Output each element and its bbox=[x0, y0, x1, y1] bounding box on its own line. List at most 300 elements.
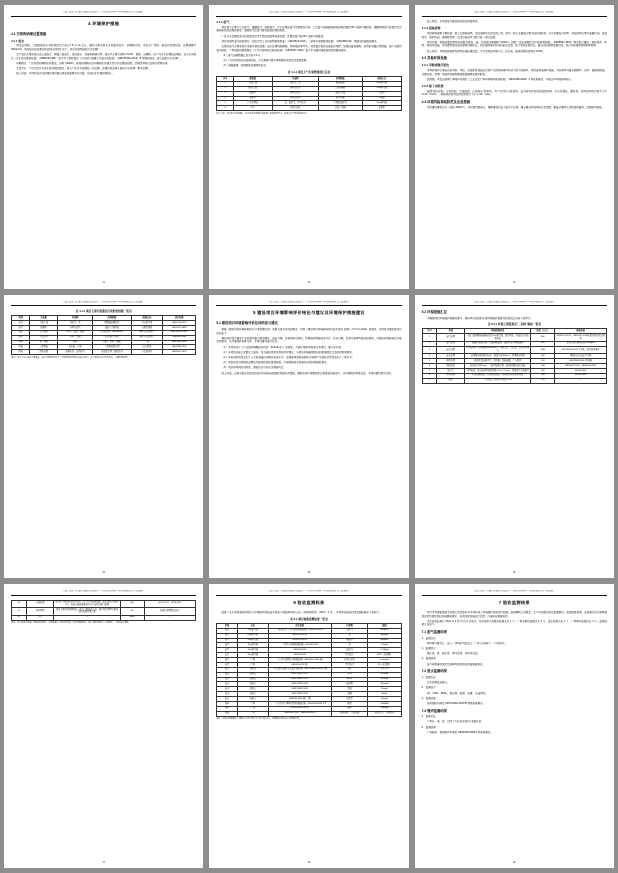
cell: 350mg/L bbox=[368, 677, 401, 682]
cell: 废气 bbox=[217, 643, 237, 648]
list-text: pH、COD、BOD₅、悬浮物、氨氮、总磷、石油类等。 bbox=[426, 691, 488, 695]
cell: 废气治理 bbox=[437, 334, 465, 342]
body-paragraph: 本项目噪声主要来自各类泵、风机、压缩机等设备运行时产生的机械噪声和空气动力性噪声。项目选用低噪声设备，对高噪声设备采取隔声、消声、减振等措施，合理布局，利用厂房隔声和距离衰减等措施降低噪声影响。 bbox=[421, 68, 607, 76]
running-header: 宜都兴发化工有限公司搬迁升级改造（一次性补充材料）环境影响报告书（报批稿） bbox=[11, 301, 196, 307]
cell: 2 bbox=[217, 86, 234, 91]
cell: 在线监测 bbox=[26, 600, 54, 608]
cell: 危废暂存间200m²、一般固废暂存间，防渗防雨防流失设施 bbox=[465, 364, 531, 369]
document-page-3 bbox=[415, 5, 614, 289]
cell: 氨氮 bbox=[331, 687, 368, 692]
table-row bbox=[217, 711, 401, 716]
cell: 初期雨水收集池500m³、事故水池1000m³、清净雨水管网 bbox=[465, 354, 531, 359]
cell: 总排口 bbox=[237, 692, 268, 697]
body-paragraph: 综上所述，本项目废水经处理后满足相应排放标准要求后外排，对周边水环境影响较小。 bbox=[16, 72, 115, 76]
cell: GB16297-1996 bbox=[163, 325, 196, 330]
list-label: 1、监测点位 bbox=[421, 675, 436, 679]
table-caption: 表 4.1-1 项目大气污染物排放汇总表 bbox=[287, 70, 331, 74]
running-header: 宜都兴发化工有限公司搬迁升级改造（一次性补充材料）环境影响报告书（报批稿） bbox=[422, 11, 607, 17]
table-row bbox=[12, 350, 196, 355]
cell: 4 bbox=[422, 354, 437, 359]
page-number: 22 bbox=[307, 282, 311, 285]
col-header: 执行标准 bbox=[163, 316, 196, 321]
body-paragraph: 综上所述，本项目废气排放满足相应标准要求。 bbox=[426, 20, 480, 24]
cell: 有资质单位 bbox=[131, 350, 162, 355]
cell: GB12348-2008 3类标准 bbox=[555, 359, 607, 364]
cell: 150 bbox=[531, 359, 555, 364]
cell: 非甲烷总烃 bbox=[272, 96, 318, 101]
environmental-investment-table bbox=[422, 328, 607, 383]
col-header: 类别 bbox=[12, 316, 30, 321]
cell: 悬浮物 bbox=[331, 682, 368, 687]
cell: 污水处理站 bbox=[233, 101, 272, 106]
cell: 4.0mg/m³ bbox=[368, 658, 401, 663]
section-title: 5.2 环保措施汇总 bbox=[421, 309, 447, 314]
cell: 固废 bbox=[12, 350, 30, 355]
cell: 氯化氢、氨 bbox=[58, 321, 93, 326]
environmental-investment-table-continued bbox=[11, 600, 196, 621]
cell: 25m排气筒 bbox=[362, 81, 401, 86]
cell: 4 bbox=[217, 96, 234, 101]
cell: 园区污水处理厂 bbox=[131, 335, 162, 340]
cell: 固废处置 bbox=[437, 364, 465, 369]
cell: 隔声、消声、减振 bbox=[93, 340, 132, 345]
cell: 废气治理 bbox=[437, 341, 465, 346]
table-caption: 表 6-1 项目验收监测标准一览表 bbox=[290, 617, 328, 621]
cell: 废水治理 bbox=[437, 346, 465, 354]
cell: 总排口 bbox=[237, 682, 268, 687]
cell: 55dB(A) bbox=[368, 706, 401, 711]
cell: HJ610-2016 bbox=[555, 368, 607, 373]
subsection-title: 4.1.3 固体废物 bbox=[421, 26, 441, 31]
subsection-title: 4.1.2 废气 bbox=[216, 20, 230, 25]
cell: 20（无量纲） bbox=[368, 662, 401, 667]
body-paragraph: 项目设置一般固废暂存间和危废暂存间各一座，危废暂存间面积为200m²，按照《危险废物贮存污染控制标准》（GB18597-2023）要求进行建设，做好防渗、防雨、防流失措施，并设置明显的危险废物识别标志。危险废物委托有资质单位处置，签订委托处置协议，建立危险废物管理台账，执行危险废物转移联单制度。 bbox=[421, 40, 607, 48]
list-item: （2）厂区内设置在线监测系统，对主要排气筒污染物排放浓度进行连续监测。 bbox=[221, 58, 309, 62]
table-row bbox=[217, 106, 401, 111]
cell: 废气 bbox=[217, 633, 237, 638]
document-page-6 bbox=[415, 295, 614, 579]
document-page-5 bbox=[209, 295, 408, 579]
cell: 高噪声设备隔声罩、消声器、基础减振、厂房隔声 bbox=[465, 359, 531, 364]
cell: GB31573-2015 bbox=[163, 321, 196, 326]
body-paragraph: （3）项目采用的清洁生产工艺和装备达到国内先进水平，资源能源消耗指标和污染物产生指标达到清洁生产二级水平。 bbox=[221, 356, 355, 359]
cell: 废水 bbox=[217, 682, 237, 687]
cell: 废气 bbox=[217, 653, 237, 658]
cell: 有组织排放 bbox=[131, 325, 162, 330]
body-paragraph: 综上所述，项目固体废物均得到妥善处理处置，不会对周边环境产生二次污染，固体废物处置率达 100%。 bbox=[426, 49, 546, 53]
document-page-2 bbox=[209, 5, 408, 289]
cell: COD bbox=[331, 672, 368, 677]
cell: 生物滤池除臭 bbox=[318, 101, 362, 106]
cell: 环境风险 bbox=[437, 373, 465, 378]
cell: 8mg/L bbox=[368, 692, 401, 697]
cell: 氨 bbox=[331, 643, 368, 648]
cell: 厂界 bbox=[237, 658, 268, 663]
cell: 9 bbox=[422, 378, 437, 383]
cell: 废气 bbox=[12, 325, 30, 330]
body-paragraph: 武汉市华测检测技术有限公司受委托对本项目竣工环境保护验收进行监测，监测期间工况稳定，生产负荷满足验收监测要求。监测结果表明，各监测点位污染物排放浓度均满足相应标准限值要求，各项环保设施运行正常，污染防治措施有效。 bbox=[421, 610, 607, 618]
col-header: 处理措施 bbox=[318, 77, 362, 82]
cell: 废气 bbox=[217, 628, 237, 633]
cell: COD、氨氮 bbox=[58, 335, 93, 340]
cell: 生产废水 bbox=[30, 330, 58, 335]
cell: 夜间 bbox=[331, 706, 368, 711]
cell: 碱液吸收 bbox=[318, 81, 362, 86]
cell: 废气排气筒安装非甲烷总烃、氨等在线监测设施，废水总排口安装COD、氨氮在线监测设施并与生态环境部门联网 bbox=[55, 601, 119, 606]
cell: 10 bbox=[12, 600, 27, 608]
cell: 320 bbox=[531, 368, 555, 373]
cell: 废水 bbox=[217, 667, 237, 672]
cell: GB12348-2008 3类 bbox=[268, 706, 331, 711]
cell: 规范贮存、合规处置 bbox=[368, 711, 401, 716]
cell: 420 bbox=[531, 341, 555, 346]
cell: 80 bbox=[120, 608, 144, 616]
list-text: 各污染物排放浓度及速率均满足相应标准限值要求。 bbox=[426, 662, 485, 666]
running-header: 宜都兴发化工有限公司搬迁升级改造（一次性补充材料）环境影响报告书（报批稿） bbox=[11, 11, 196, 17]
section-title: 7.3 噪声监测结果 bbox=[421, 708, 447, 713]
cell: 非甲烷总烃排放浓度≤80mg/m³ bbox=[555, 341, 607, 346]
list-label: 2、监测结果 bbox=[421, 725, 436, 729]
cell: 危险废物 bbox=[30, 350, 58, 355]
cell: 废水 bbox=[217, 672, 237, 677]
table-caption: 表 4.1-1 项目主要污染源及污染防治措施一览表 bbox=[75, 309, 132, 313]
cell: 2 bbox=[422, 341, 437, 346]
cell: 360 bbox=[531, 354, 555, 359]
cell: GB/T31962-2015 bbox=[268, 692, 331, 697]
body-paragraph: （4）项目各类污染物经治理后均能满足相应排放标准，污染物排放总量满足总量控制指标要求。 bbox=[221, 361, 330, 365]
col-header: 污染物 bbox=[58, 316, 93, 321]
section-title: 5.1 建设项目环境影响评价总体结论与建议 bbox=[216, 321, 278, 326]
cell: 7 bbox=[422, 368, 437, 373]
running-header: 宜都兴发化工有限公司搬迁升级改造（一次性补充材料）环境影响报告书（报批稿） bbox=[422, 301, 607, 307]
cell: 3 bbox=[422, 346, 437, 354]
cell: 11 bbox=[12, 608, 27, 616]
cell: 分区防渗，重点防渗区渗透系数≤1×10⁻¹⁰cm/s，设置地下水监测井 bbox=[466, 369, 529, 372]
cell: 废水 bbox=[217, 697, 237, 702]
cell: 《无机化学工业污染物排放标准》GB31573-2015 bbox=[268, 628, 331, 633]
cell: 非甲烷总烃 bbox=[272, 106, 318, 111]
cell: 0.33kg/h bbox=[368, 648, 401, 653]
cell: 8 bbox=[422, 373, 437, 378]
body-paragraph: 依据《关于印发建设项目竣工环境保护验收技术指南 污染影响类的公告》（国环规环评〔2017〕4 号），本项目验收执行的监测标准如下表所示。 bbox=[221, 610, 382, 614]
cell: 废气 bbox=[217, 662, 237, 667]
cell: 25m排气筒 bbox=[131, 321, 162, 326]
cell: 一般固废暂存间 bbox=[93, 345, 132, 350]
cell: 废水 bbox=[217, 677, 237, 682]
cell: 400mg/L bbox=[368, 682, 401, 687]
cell: 废催化剂、废活性炭 bbox=[58, 350, 93, 355]
cell: 6 bbox=[217, 106, 234, 111]
section-title: 4.2 其他环保设施 bbox=[421, 56, 447, 61]
cell: 180 bbox=[531, 373, 555, 378]
col-header: 污染物 bbox=[331, 623, 368, 628]
page-number: 21 bbox=[102, 282, 105, 285]
table-note: 备注：表中 COD 指化学需氧量；GB 为国家标准代号；危废暂存间容积按 6000t 设计，并与有资质单位签订协议，定期转移处置。 bbox=[11, 356, 130, 359]
cell: 危废暂存间，委托处置 bbox=[93, 350, 132, 355]
subsection-title: 4.1.1 废水 bbox=[11, 38, 25, 43]
cell: 绿化 bbox=[437, 378, 465, 383]
table-row bbox=[422, 378, 606, 383]
cell: 120 bbox=[531, 378, 555, 383]
cell: 地下水 bbox=[437, 368, 465, 373]
cell: 总排口 bbox=[237, 667, 268, 672]
cell: 总排口 bbox=[237, 687, 268, 692]
body-paragraph: 按照"源头控制、分区防控、污染监控、应急响应"的原则，对厂区进行分区防渗。重点防渗区包括危废暂存间、污水处理站、罐区等，防渗层渗透系数不大于 1×10⁻¹⁰cm/s；一般防渗区防渗层渗透系数不大于 1×10⁻⁷cm/s。 bbox=[421, 89, 607, 97]
body-paragraph: 生产废水主要包括合成工段废水、精馏工段废水、洗涤废水、设备检修排水等，废水中主要污染物为COD、氨氮、总磷等。经厂内污水处理站处理后，出水水质执行《污水综合排放标准》（GB8978-1996）表 4 中三级标准及《污水排入城镇下水道水质标准》（GB/T31962-2015）B 等级标准后，排入园区污水处理厂。 bbox=[11, 53, 197, 60]
cell: 一般固废 bbox=[30, 345, 58, 350]
list-label: 3、监测结果 bbox=[421, 696, 436, 700]
col-header: 点位 bbox=[237, 623, 268, 628]
body-paragraph: 厂区污水处理站废气经收集后送至生物滤池除臭装置处理，处理后废气经15m 高排气筒排放。 bbox=[221, 34, 326, 38]
cell: GB31573-2015 bbox=[268, 633, 331, 638]
cell: 废水 bbox=[12, 335, 30, 340]
cell: GB18597-2023、GB18599-2020 bbox=[268, 711, 331, 716]
cell: GB12348-2008 bbox=[163, 340, 196, 345]
col-header: 类别 bbox=[217, 623, 237, 628]
cell: 废水 bbox=[217, 687, 237, 692]
cell: 石油类 bbox=[331, 697, 368, 702]
cell: 65dB(A) bbox=[368, 701, 401, 706]
cell: 废水 bbox=[12, 330, 30, 335]
cell: GB14554-93 bbox=[268, 648, 331, 653]
running-header: 宜都兴发化工有限公司搬迁升级改造（一次性补充材料）环境影响报告书（报批稿） bbox=[216, 590, 401, 596]
chapter-title: 6 验收监测标准 bbox=[293, 600, 325, 606]
page-number: 23 bbox=[513, 282, 516, 285]
running-header: 宜都兴发化工有限公司搬迁升级改造（一次性补充材料）环境影响报告书（报批稿） bbox=[216, 301, 401, 307]
cell: 《污水排入城镇下水道水质标准》GB/T31962-2015 B等级 bbox=[268, 667, 331, 672]
cell: 5 bbox=[422, 359, 437, 364]
body-paragraph: （1）本项目符合《产业结构调整指导目录（2024年本）》的规定，不属于限制类和淘汰类项目，属于允许类。 bbox=[221, 345, 344, 349]
cell: GB/T31962-2015 bbox=[268, 687, 331, 692]
document-page-4 bbox=[4, 295, 203, 579]
cell: 噪声 bbox=[12, 340, 30, 345]
table-note: 备注：表中投资为环保工程投资估算值，实际投资以工程决算为准；所有环保设施与主体工程同时设计、同时施工、同时投入使用。 bbox=[11, 622, 131, 625]
col-header: 排放去向 bbox=[131, 316, 162, 321]
cell: 储罐区 bbox=[233, 91, 272, 96]
table-note: 备注：验收监测期间生产负荷应不低于设计生产能力的75%；监测频次按相关技术规范执行。 bbox=[216, 718, 301, 721]
cell: 有组织 bbox=[362, 96, 401, 101]
cell: 合成工段两级碱液吸收塔及25m排气筒，配套风机、管道及在线监测系统 bbox=[465, 334, 531, 342]
cell: 25m排气筒 bbox=[362, 86, 401, 91]
cell: 臭气浓度 bbox=[331, 662, 368, 667]
pollution-control-measures-table bbox=[11, 315, 196, 355]
list-item: （1）废气治理措施汇总见表 4.1-1。 bbox=[221, 53, 263, 57]
cell: 氯化氢 bbox=[331, 628, 368, 633]
cell: 固废 bbox=[217, 711, 237, 716]
cell: 废气 bbox=[217, 638, 237, 643]
body-paragraph: 为确保项目环境保护措施的落实，现将项目采取的主要环境保护措施及其投资汇总如下表所示。 bbox=[426, 316, 533, 320]
document-page-7 bbox=[4, 584, 203, 868]
table-row bbox=[12, 608, 196, 616]
cell: 680 bbox=[531, 334, 555, 342]
cell: GB8978-1996 表4三级 bbox=[268, 697, 331, 702]
cell: 全厂 bbox=[233, 106, 272, 111]
cell: 2000（无量纲） bbox=[368, 653, 401, 658]
cell: 装卸区 bbox=[233, 96, 272, 101]
table-caption: 表 5.2-1 环保工程投资及"三同时"验收一览表 bbox=[487, 323, 541, 327]
body-paragraph: 项目固体废物主要包括一般工业固体废物、危险废物和生活垃圾三类。其中一般工业固废主要为废包装材料、污水处理站污泥等；危险废物主要为废催化剂、废活性炭、废矿物油、废吸附剂等；生活垃圾由环卫部门统一清运处理。 bbox=[421, 31, 607, 39]
running-header: 宜都兴发化工有限公司搬迁升级改造（一次性补充材料）环境影响报告书（报批稿） bbox=[422, 590, 607, 596]
cell: 无组织 bbox=[362, 106, 401, 111]
cell: 15m排气筒 bbox=[237, 643, 268, 648]
cell: 非甲烷总烃 bbox=[272, 91, 318, 96]
cell: 氨 bbox=[331, 633, 368, 638]
cell: HJ169-2018 bbox=[555, 373, 607, 378]
body-paragraph: 生活污水：厂区生活污水经化粪池预处理后，排入厂区污水处理站一并处理，处理达标后排入园区污水处理厂集中处理。 bbox=[16, 67, 151, 71]
col-header: 排放方式 bbox=[362, 77, 401, 82]
cell: 化粪池+污水站 bbox=[93, 335, 132, 340]
col-header: 环保措施内容 bbox=[465, 329, 531, 334]
cell: 260 bbox=[120, 600, 144, 608]
cell: 应急预案编制、应急物资储备、自动化控制与报警系统 bbox=[465, 373, 531, 378]
cell: 25m排气筒 bbox=[237, 638, 268, 643]
cell: 两级碱液吸收塔 bbox=[93, 321, 132, 326]
cell: BOD₅ bbox=[331, 677, 368, 682]
cell: 总排口 bbox=[237, 672, 268, 677]
list-item: （3）加强管理，杜绝跑冒滴漏现象发生。 bbox=[221, 64, 269, 68]
cell: 3 bbox=[217, 91, 234, 96]
col-header: 序号 bbox=[422, 329, 437, 334]
cell: 厂界 bbox=[131, 340, 162, 345]
table-row bbox=[422, 346, 606, 354]
cell: 污水处理站（3000m³/d） bbox=[93, 330, 132, 335]
cell: 15m排气筒 bbox=[362, 101, 401, 106]
chapter-title: 7 验收监测结果 bbox=[498, 600, 530, 606]
cell: 噪声 bbox=[58, 340, 93, 345]
cell: 储罐区氮封系统、冷凝回收装置、装卸区油气回收装置 bbox=[465, 341, 531, 346]
cell: 《大气污染物综合排放标准》GB16297-1996 表2 bbox=[268, 658, 331, 663]
body-paragraph: 无组织废气主要来源于设备及管线泄漏、废水处理设施逸散、物料储运等环节。项目通过提高设备密封等级、加强设备检维修、采用密闭储运等措施，减少无组织废气排放。厂界无组织排放满足《大气污染物综合排放标准》（GB16297-1996）表 2 中无组织排放监控浓度限值要求。 bbox=[216, 45, 402, 52]
cell: 合成工段 bbox=[233, 81, 272, 86]
col-header: 污染物 bbox=[272, 77, 318, 82]
page-number: 24 bbox=[102, 572, 105, 575]
cell: GB/T31962-2015 bbox=[163, 330, 196, 335]
list-text: 厂界昼间、夜间噪声均满足 GB12348-2008 3 类标准要求。 bbox=[426, 730, 493, 734]
cell: 1 bbox=[422, 334, 437, 342]
cell: GB/T31962-2015 bbox=[268, 682, 331, 687]
document-page-1 bbox=[4, 5, 203, 289]
cell: 厂区绿化，绿化率不低于15% bbox=[465, 378, 531, 383]
cell: 环境管理 bbox=[26, 608, 54, 616]
list-text: 氯化氢、氨、硫化氢、臭气浓度、非甲烷总烃。 bbox=[426, 652, 480, 656]
body-paragraph: （5）项目环境风险可防控，事故状态下的应急措施可行。 bbox=[221, 366, 287, 370]
body-paragraph: 本次验收监测于 2024 年 4 月 8 日~9 日进行，共布设废气有组织监测点位 2 个、厂界无组织监测点位 4 个、废水监测点位 1 个、厂界噪声监测点位 4 个。监测结果汇总如下。 bbox=[421, 619, 607, 627]
subsection-title: 4.2.1 甲醇或噪声防治 bbox=[421, 63, 450, 68]
cell: 合成工段 bbox=[30, 321, 58, 326]
cell: 非甲烷总烃 bbox=[272, 86, 318, 91]
section-title: 7.2 废水监测结果 bbox=[421, 669, 447, 674]
cell: 1 bbox=[217, 81, 234, 86]
acceptance-monitoring-standards-table bbox=[216, 623, 401, 717]
cell: 硫化氢 bbox=[331, 648, 368, 653]
cell: HJ75-2017、HJ76-2017 bbox=[144, 600, 196, 608]
cell: 厂界 bbox=[237, 706, 268, 711]
col-header: 限值 bbox=[368, 623, 401, 628]
cell: 合计 bbox=[26, 615, 54, 620]
body-paragraph: 建设项目符合国家产业政策和相关规划要求，选址合理，总量指标可满足，环境保护措施技术可行、经济合理，各类污染物均能达标排放，对周边环境影响在可接受范围内。从环境保护角度分析，本项目建设是可行的。 bbox=[216, 336, 402, 344]
body-paragraph: 项目运营期，工程的排放水类别包括生产废水7.5 万 t/a 左右，循环冷却水排水及地面冲洗水、初期雨水等。项目全厂设置一套废水处理系统，处理规模为3000m³/d，项目废水经处理达标后部分回用于生产，其余外排至园区污水处理厂。 bbox=[11, 44, 197, 52]
page-number: 28 bbox=[307, 861, 311, 864]
cell: 500mg/L bbox=[368, 672, 401, 677]
body-paragraph: （2）本项目选址于宜都化工园内，符合园区规划及规划环评要求，与周边环境敏感目标的距离满足卫生防护距离要求。 bbox=[221, 350, 355, 354]
cell: 硫酸雾 bbox=[331, 638, 368, 643]
cell: 泵、风机 bbox=[30, 340, 58, 345]
cell: 25m排气筒 bbox=[237, 633, 268, 638]
list-text: 厂界东、南、西、北四个方位各布设1个监测点位。 bbox=[426, 720, 484, 724]
list-text: 25m排气筒进口、出口；15m排气筒出口；厂界上风向1个、下风向3个。 bbox=[426, 641, 508, 645]
list-label: 3、监测结果 bbox=[421, 657, 436, 661]
cell: — bbox=[144, 615, 196, 620]
cell: 油气回收 bbox=[318, 96, 362, 101]
cell: GB/T31962-2015 B等级、园区纳管要求 bbox=[555, 346, 607, 354]
cell: 《恶臭污染物排放标准》GB14554-93 bbox=[268, 643, 331, 648]
cell: 按相关管理规定执行 bbox=[144, 608, 196, 616]
cell: 30mg/m³ bbox=[368, 638, 401, 643]
page-number: 26 bbox=[513, 572, 516, 575]
cell: — bbox=[54, 615, 120, 620]
col-header: 验收标准 bbox=[555, 329, 607, 334]
pollutant-emission-table bbox=[216, 76, 401, 111]
col-header: 序号 bbox=[217, 77, 234, 82]
page-number: 29 bbox=[513, 861, 516, 864]
cell: 生活污水 bbox=[30, 335, 58, 340]
cell: GB/T31962-2015 bbox=[268, 677, 331, 682]
section-title: 4.3 环境风险事故防范及应急措施 bbox=[421, 99, 471, 104]
cell: 废水 bbox=[217, 692, 237, 697]
col-header: 污染源 bbox=[30, 316, 58, 321]
cell: 废水治理 bbox=[437, 354, 465, 359]
section-title: 7.1 废气监测结果 bbox=[421, 630, 447, 634]
cell: 废气 bbox=[12, 321, 30, 326]
cell: 总磷 bbox=[331, 692, 368, 697]
cell: 设置专职环保管理机构，配备专职环保人员，建立环境管理台账和危险废物管理台账 bbox=[54, 608, 120, 616]
cell: 厂界 bbox=[237, 662, 268, 667]
cell: 噪声 bbox=[217, 701, 237, 706]
cell: 非甲烷总烃 bbox=[331, 658, 368, 663]
cell: GB/T31962-2015 bbox=[268, 672, 331, 677]
body-paragraph: 项目有组织废气排放满足《无机化学工业污染物排放标准》（GB31573-2015）、《恶臭污染物排放标准》（GB14554-93）等相关标准限值要求。 bbox=[221, 39, 380, 43]
col-header: 排放源 bbox=[233, 77, 272, 82]
col-header: 治理措施 bbox=[93, 316, 132, 321]
chapter-title: 4 环境保护措施 bbox=[88, 20, 120, 26]
table-row bbox=[12, 615, 196, 620]
cell: 总排口 bbox=[237, 677, 268, 682]
col-header: 投资（万元） bbox=[531, 329, 555, 334]
cell: GB14554-93 bbox=[268, 653, 331, 658]
cell: 6.5~9.5 bbox=[368, 667, 401, 672]
table-row bbox=[12, 600, 196, 608]
cell: 废气 bbox=[217, 658, 237, 663]
cell: 4.9kg/h bbox=[368, 643, 401, 648]
cell: GB31573-2015 bbox=[268, 638, 331, 643]
cell: 30mg/m³ bbox=[368, 633, 401, 638]
cell: 1850 bbox=[531, 346, 555, 354]
cell: 25m排气筒 bbox=[237, 628, 268, 633]
cell: 厂区 bbox=[237, 711, 268, 716]
list-label: 2、监测因子 bbox=[421, 686, 436, 690]
cell: 5 bbox=[217, 101, 234, 106]
cell: GB8978-1996 bbox=[163, 335, 196, 340]
cell: 45mg/L bbox=[368, 687, 401, 692]
cell: 《工业企业厂界环境噪声排放标准》GB12348-2008 3类 bbox=[268, 701, 331, 706]
col-header: 类别 bbox=[437, 329, 465, 334]
list-label: 1、监测点位 bbox=[421, 715, 436, 719]
cell: 冷凝+吸收 bbox=[318, 86, 362, 91]
running-header: 宜都兴发化工有限公司搬迁升级改造（一次性补充材料）环境影响报告书（报批稿） bbox=[11, 590, 196, 596]
cell: 20mg/L bbox=[368, 697, 401, 702]
body-paragraph: 项目建设事故水池（容积 1000m³），并设置切换阀门，确保事故状态下废水不外排。建立健全环境风险应急预案，配备必要的应急物资和器材，定期组织演练。 bbox=[426, 106, 605, 110]
list-label: 1、监测点位 bbox=[421, 636, 436, 640]
